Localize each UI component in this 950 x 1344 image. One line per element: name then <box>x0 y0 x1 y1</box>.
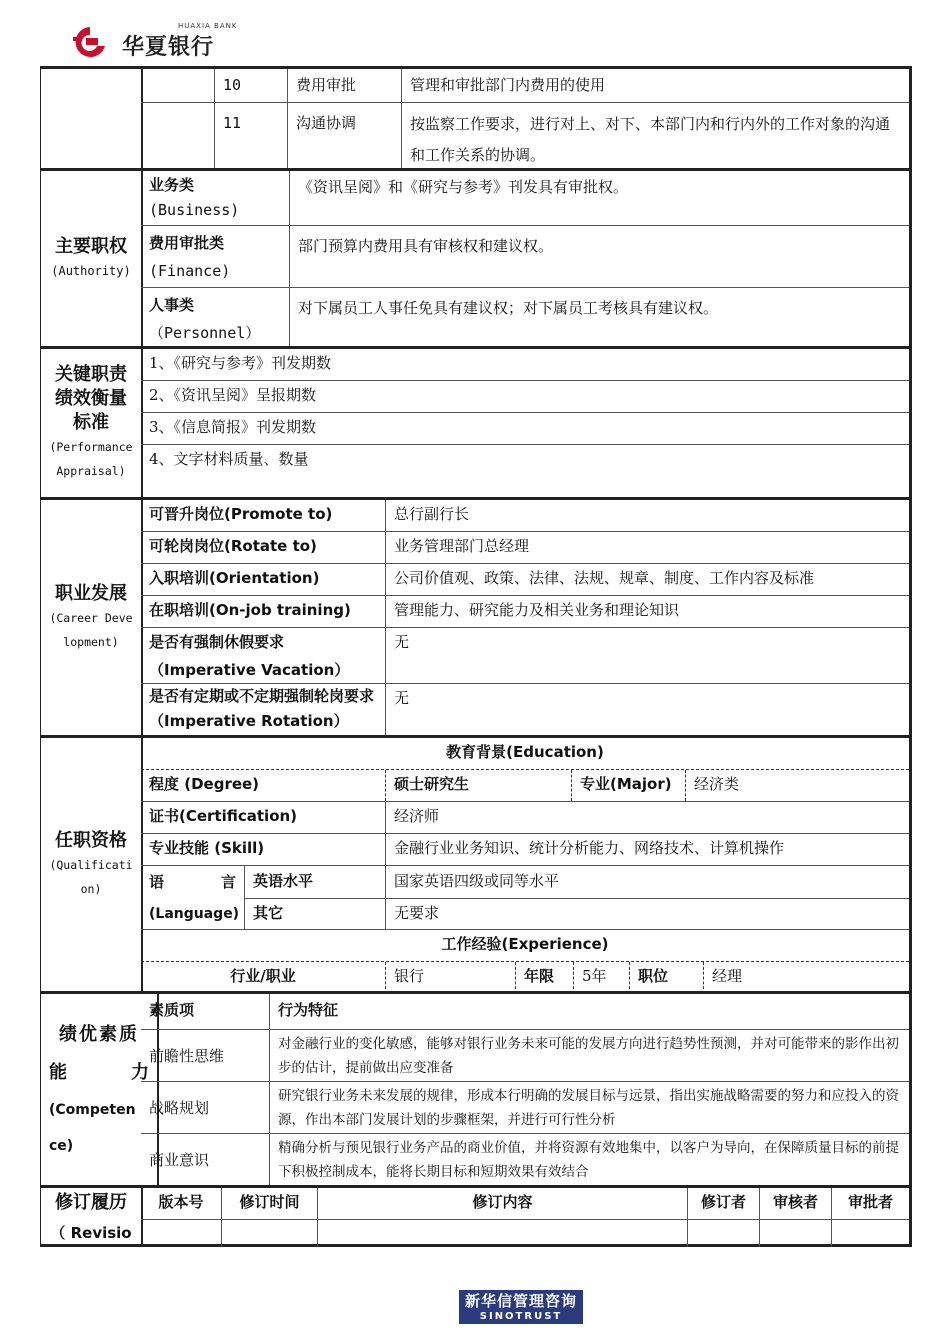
kpi-label-en: (Performance Appraisal) <box>49 440 133 478</box>
duties-label-cell <box>41 69 143 168</box>
career-row: 是否有定期或不定期强制轮岗要求（Imperative Rotation） 无 <box>141 684 909 738</box>
duty-row-11 <box>141 103 909 169</box>
career-row: 入职培训(Orientation) 公司价值观、政策、法律、法规、规章、制度、工作内容及标准 <box>141 564 909 596</box>
kpi-section <box>40 346 912 497</box>
career-row: 可轮岗岗位(Rotate to) 业务管理部门总经理 <box>141 532 909 564</box>
qualification-label-cell <box>41 738 143 991</box>
duty-no: 10 <box>223 76 242 94</box>
career-row: 是否有强制休假要求（Imperative Vacation） 无 <box>141 628 909 684</box>
competency-label-cell: 绩优素质 能 力 (Competen ce) <box>41 994 159 1185</box>
certification-row: 证书(Certification) 经济师 <box>141 802 909 834</box>
duty-row-10 <box>141 69 909 103</box>
education-title-row: 教育背景(Education) <box>141 738 909 770</box>
sinotrust-logo <box>459 1290 583 1324</box>
career-label-en: (Career Development) <box>49 610 133 649</box>
experience-title-row: 工作经验(Experience) <box>141 930 909 962</box>
authority-desc: 《资讯呈阅》和《研究与参考》刊发具有审批权。 <box>289 171 909 225</box>
kpi-item: 1、《研究与参考》刊发期数 <box>141 349 909 381</box>
kpi-label-cn: 关键职责绩效衡量标准 <box>55 364 127 433</box>
footer-brand-en: SINOTRUST <box>479 1311 563 1322</box>
experience-row: 行业/职业 银行 年限 5年 职位 经理 <box>141 962 909 994</box>
authority-row-business <box>141 171 909 226</box>
career-label-cn: 职业发展 <box>55 582 127 604</box>
duty-desc: 按监察工作要求，进行对上、对下、本部门内和行内外的工作对象的沟通和工作关系的协调。 <box>401 103 909 169</box>
authority-type: 费用审批类 (Finance) <box>149 234 231 280</box>
huaxia-logo-icon <box>70 24 110 60</box>
competency-header-row: 素质项 行为特征 <box>141 994 909 1030</box>
degree-row: 程度 (Degree) 硕士研究生 专业(Major) 经济类 <box>141 770 909 802</box>
authority-desc: 对下属员工人事任免具有建议权；对下属员工考核具有建议权。 <box>289 288 909 349</box>
career-row: 在职培训(On-job training) 管理能力、研究能力及相关业务和理论知识 <box>141 596 909 628</box>
duty-no: 11 <box>223 114 242 132</box>
competency-row: 战略规划 研究银行业务未来发展的规律，形成本行明确的发展目标与远景，指出实施战略需要的努力和应投入的资源，作出本部门发展计划的步骤框架，并进行可行性分析 <box>141 1082 909 1134</box>
authority-type: 人事类 （Personnel） <box>149 296 261 342</box>
bank-logo <box>70 22 240 66</box>
career-section <box>40 497 912 735</box>
authority-type: 业务类 (Business) <box>149 176 240 219</box>
revision-empty-row <box>141 1220 909 1247</box>
kpi-item: 4、文字材料质量、数量 <box>149 450 309 468</box>
kpi-item: 2、《资讯呈阅》呈报期数 <box>141 381 909 413</box>
authority-row-personnel <box>141 288 909 349</box>
brand-name-cn: 华夏银行 <box>122 35 215 60</box>
duties-section <box>40 66 912 168</box>
career-row: 可晋升岗位(Promote to) 总行副行长 <box>141 500 909 532</box>
language-label: 语 言 (Language) <box>141 866 245 929</box>
qualification-label-en: (Qualification) <box>49 857 133 896</box>
kpi-label-cell <box>41 349 143 497</box>
qualification-section <box>40 735 912 991</box>
authority-label-en: (Authority) <box>51 263 131 278</box>
authority-section <box>40 168 912 346</box>
skill-row: 专业技能 (Skill) 金融行业业务知识、统计分析能力、网络技术、计算机操作 <box>141 834 909 866</box>
brand-name-en: HUAXIA BANK <box>178 22 238 30</box>
qualification-label-cn: 任职资格 <box>55 829 127 851</box>
duty-item: 沟通协调 <box>287 103 401 169</box>
revision-label-cell: 修订履历 （ Revisio <box>41 1188 143 1244</box>
language-block: 语 言 (Language) 英语水平 国家英语四级或同等水平 其它 无要求 <box>141 866 909 930</box>
authority-row-finance <box>141 226 909 288</box>
authority-label-cn: 主要职权 <box>55 235 127 257</box>
revision-header-row: 版本号 修订时间 修订内容 修订者 审核者 审批者 <box>141 1188 909 1220</box>
duty-desc: 管理和审批部门内费用的使用 <box>401 69 909 102</box>
authority-label-cell <box>41 171 143 346</box>
competency-section <box>40 991 912 1185</box>
competency-row: 前瞻性思维 对金融行业的变化敏感，能够对银行业务未来可能的发展方向进行趋势性预测，并对可能带来的影作出初步的估计，提前做出应变准备 <box>141 1030 909 1082</box>
kpi-item: 3、《信息简报》刊发期数 <box>141 413 909 445</box>
authority-desc: 部门预算内费用具有审核权和建议权。 <box>289 226 909 287</box>
competency-row: 商业意识 精确分析与预见银行业务产品的商业价值，并将资源有效地集中，以客户为导向，在保障质量目标的前提下积极控制成本，能将长期目标和短期效果有效结合 <box>141 1134 909 1188</box>
footer-brand-cn: 新华信管理咨询 <box>464 1292 577 1310</box>
revision-section <box>40 1185 912 1247</box>
duty-item: 费用审批 <box>287 69 401 102</box>
career-label-cell <box>41 500 143 735</box>
